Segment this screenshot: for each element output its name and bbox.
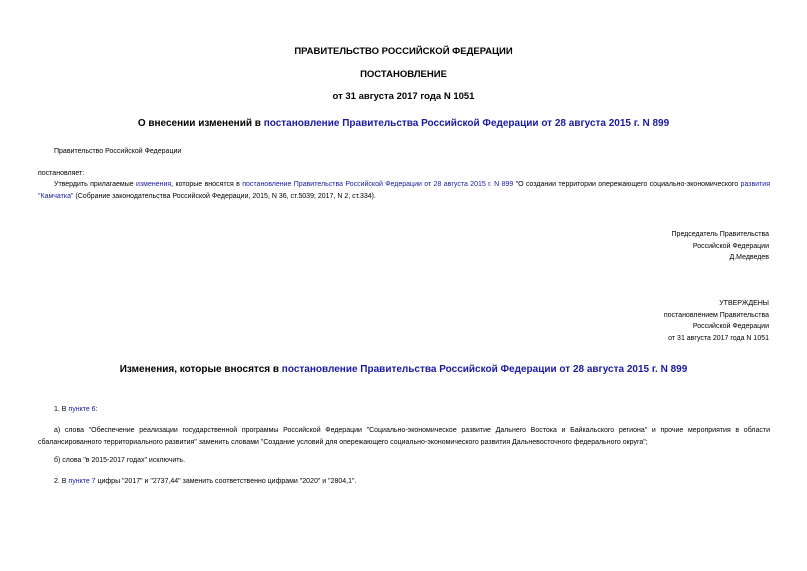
issuer-text: Правительство Российской Федерации [54, 148, 182, 155]
resolves-text: постановляет: [38, 170, 85, 177]
changes-title [0, 364, 807, 375]
approval-line-1: УТВЕРЖДЕНЫ [719, 300, 769, 307]
signature-line-2: Российской Федерации [692, 242, 769, 250]
p1-text-b: , которые вносятся в [171, 181, 243, 188]
item2-text-a: 2. В [54, 478, 69, 485]
p1-text-c: "О создании территории опережающего социально-экономического [513, 181, 739, 188]
approval-line-2: постановлением Правительства [663, 311, 769, 319]
changes-title-prefix: Изменения, которые вносятся в [119, 364, 282, 375]
item2-text-b: цифры "2017" и "2737,44" заменить соответственно цифрами "2020" и "2804,1". [95, 478, 357, 485]
approval-line-4: от 31 августа 2017 года N 1051 [668, 334, 769, 342]
title-link[interactable]: постановление Правительства Российской Федерации от 28 августа 2015 г. N 899 [263, 118, 670, 129]
item1-text-b: : [95, 406, 98, 413]
signature-line-3: Д.Медведев [729, 254, 769, 261]
document-title [0, 118, 807, 129]
approval-line-3: Российской Федерации [692, 323, 769, 330]
link-kamchatka[interactable]: развития "Камчатка" [38, 181, 770, 200]
item-b: б) слова "в 2015-2017 годах" исключить. [54, 457, 186, 464]
signature-block [672, 229, 769, 264]
doc-type-heading: ПОСТАНОВЛЕНИЕ [360, 69, 447, 80]
p1-text-d: (Собрание законодательства Российской Федерации, 2015, N 36, ст.5039; 2017, N 2, ст.334). [73, 192, 376, 200]
item-2 [54, 476, 356, 488]
link-resolution-899[interactable]: постановление Правительства Российской Федерации от 28 августа 2015 г. N 899 [242, 181, 514, 188]
p1-text-a: Утвердить прилагаемые [54, 181, 137, 188]
link-point-7[interactable]: пункте 7 [68, 478, 96, 485]
title-prefix: О внесении изменений в [137, 118, 264, 129]
link-changes[interactable]: изменения [136, 181, 172, 188]
link-point-6[interactable]: пункте 6 [68, 406, 96, 413]
government-heading: ПРАВИТЕЛЬСТВО РОССИЙСКОЙ ФЕДЕРАЦИИ [294, 46, 513, 57]
signature-line-1: Председатель Правительства [671, 231, 769, 238]
item-a: а) слова "Обеспечение реализации государственной программы Российской Федерации "Социально-экономическое развитие Дальнего Востока и Байкальского региона" и прочие мероприятия в области сбалансированного территориального развития" заменить словами "Создание условий для опережающего социально-экономического развития Дальневосточного федерального округа"; [38, 427, 770, 446]
item1-text-a: 1. В [54, 406, 69, 413]
item-1 [54, 404, 98, 416]
approval-block [664, 298, 769, 344]
doc-date-heading: от 31 августа 2017 года N 1051 [332, 91, 475, 102]
changes-title-link[interactable]: постановление Правительства Российской Федерации от 28 августа 2015 г. N 899 [281, 364, 688, 375]
paragraph-approve [38, 179, 770, 202]
